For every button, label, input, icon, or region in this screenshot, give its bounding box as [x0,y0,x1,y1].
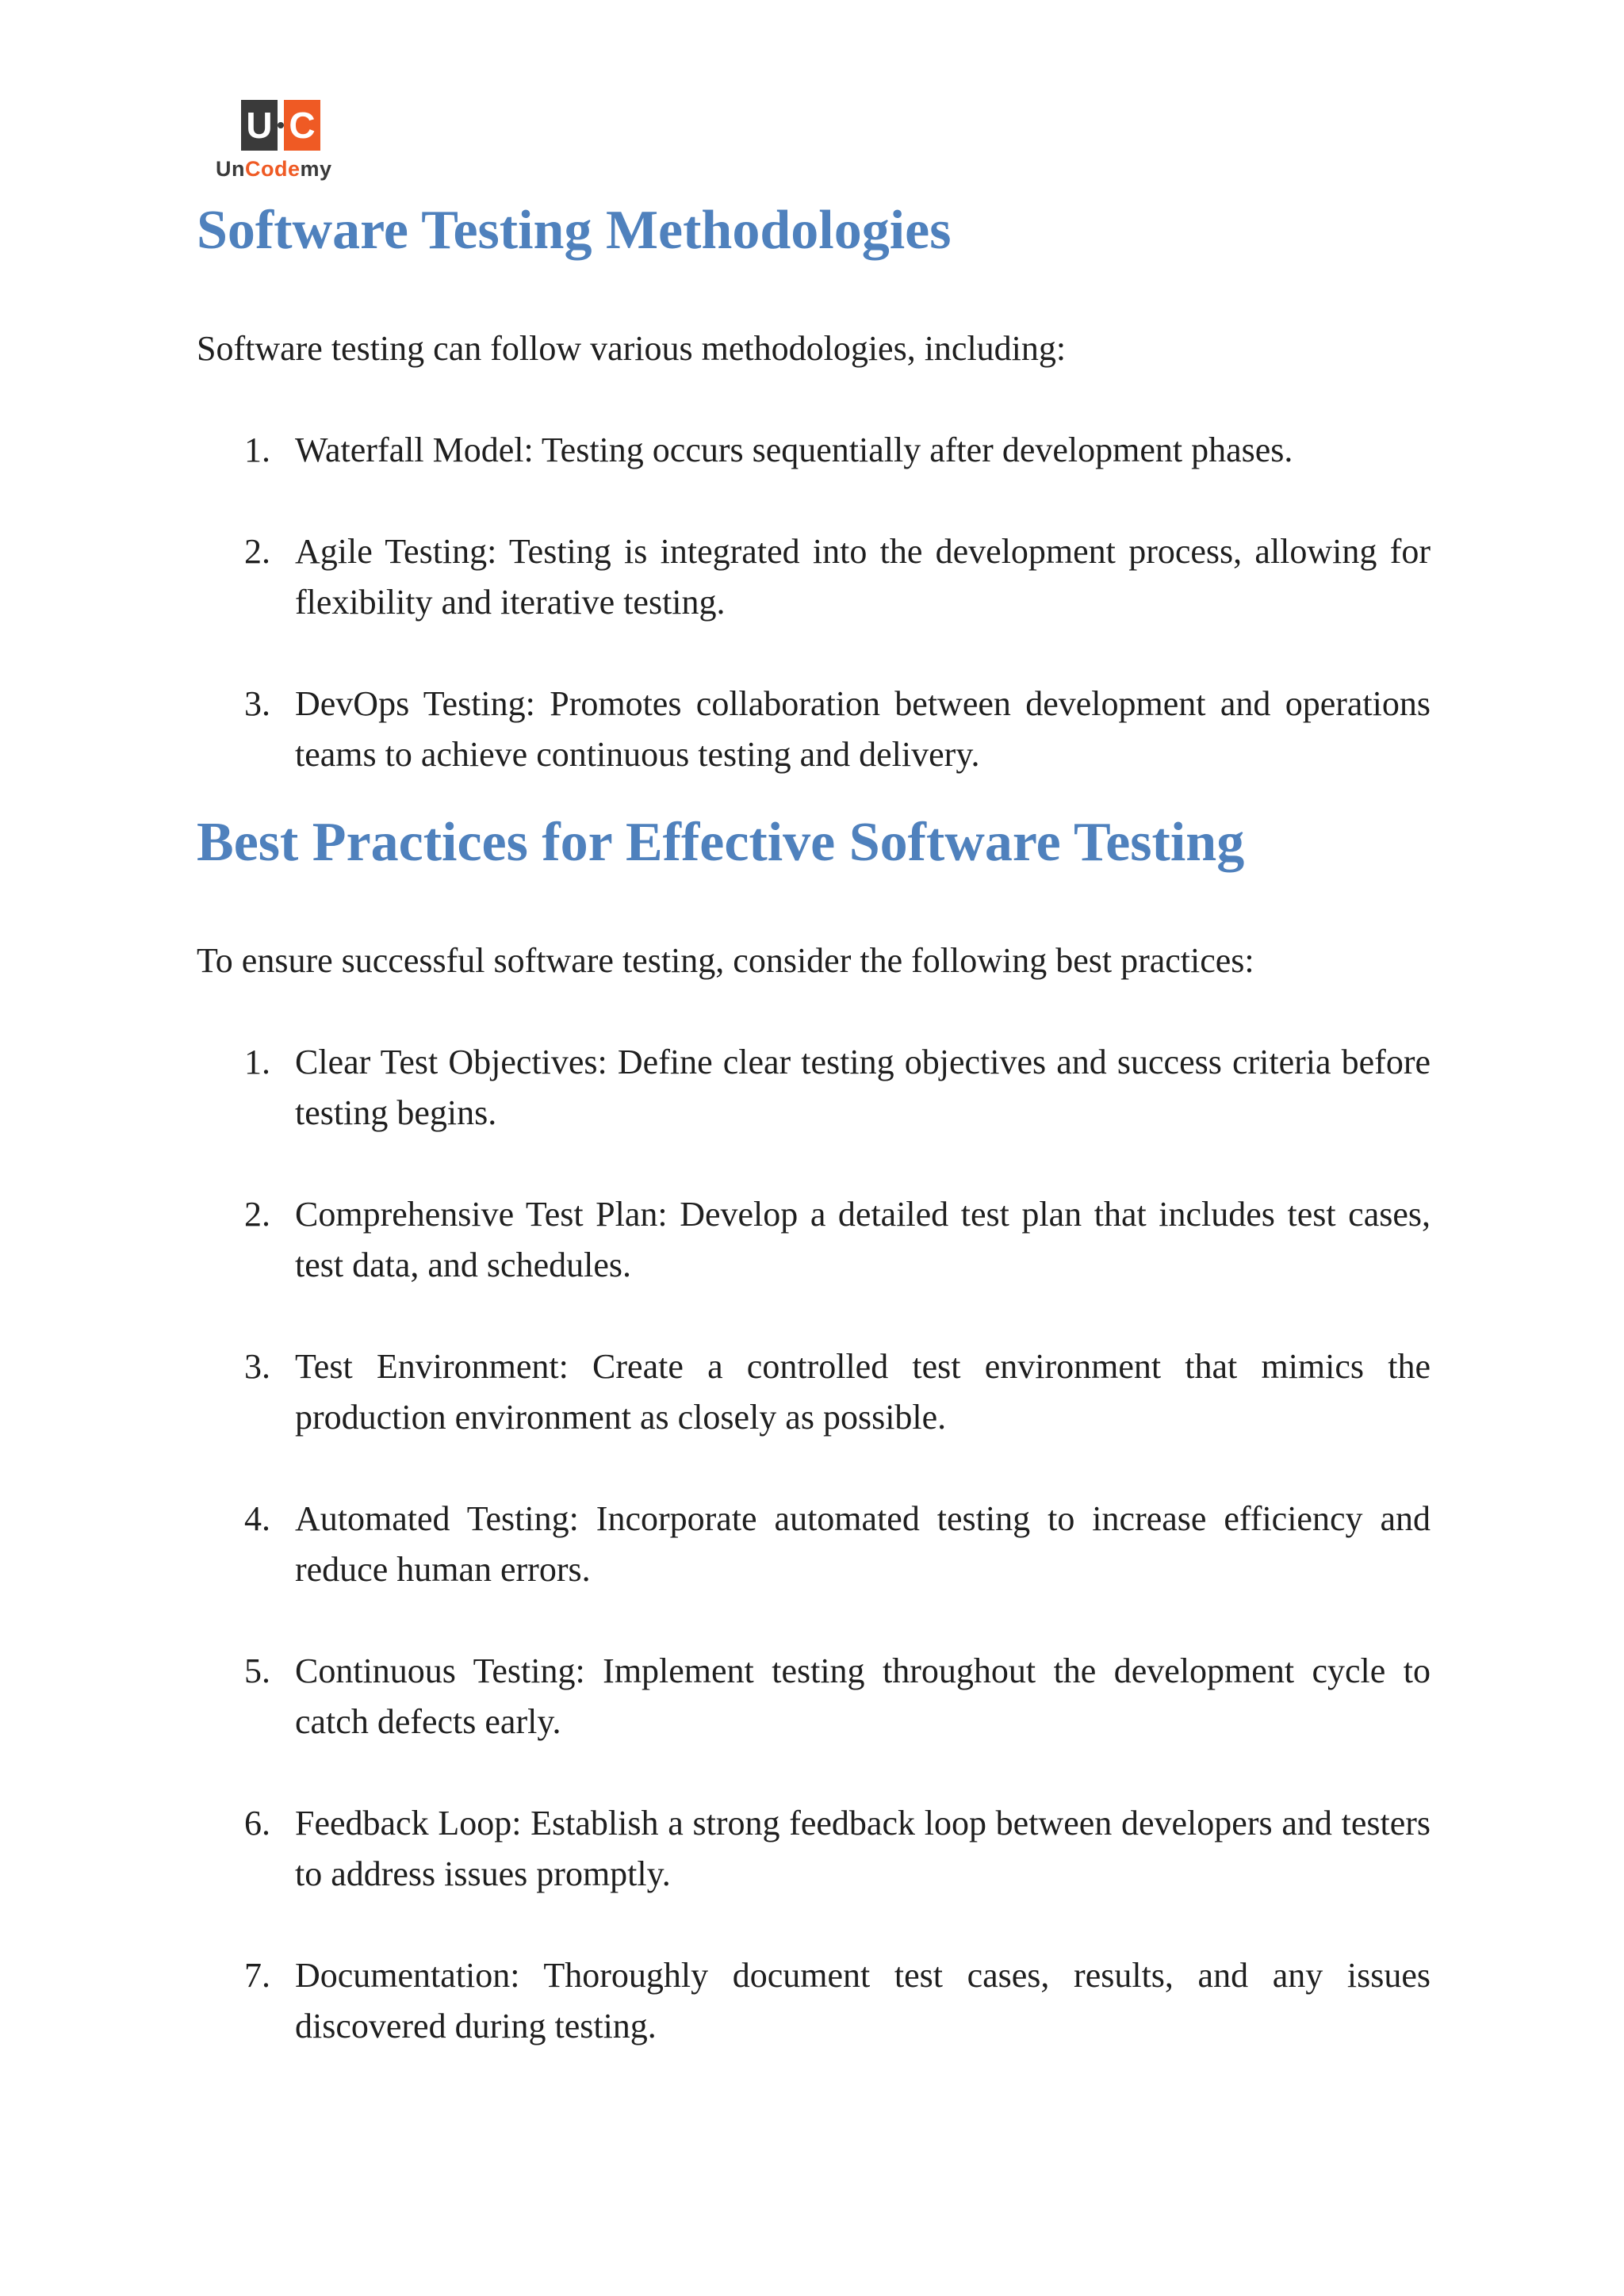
list-item-number: 1. [244,430,270,469]
list-item-text: Documentation: Thoroughly document test cases, results, and any issues discovered during testing. [295,1956,1431,2045]
list-item-text: Feedback Loop: Establish a strong feedback loop between developers and testers to address issues promptly. [295,1804,1431,1893]
list-item-number: 2. [244,1195,270,1234]
list-item-number: 3. [244,684,270,723]
list-item-text: Automated Testing: Incorporate automated testing to increase efficiency and reduce human errors. [295,1499,1431,1589]
list-item-text: Clear Test Objectives: Define clear testing objectives and success criteria before testing begins. [295,1043,1431,1132]
logo-word-part-1: Un [216,157,245,181]
logo-mark-icon [241,100,320,151]
list-item-text: Comprehensive Test Plan: Develop a detailed test plan that includes test cases, test data, and schedules. [295,1195,1431,1284]
section-intro-best-practices: To ensure successful software testing, consider the following best practices: [197,941,1254,980]
list-item-text: Waterfall Model: Testing occurs sequentially after development phases. [295,430,1293,469]
list-item-number: 5. [244,1651,270,1690]
section-title-methodologies: Software Testing Methodologies [197,200,952,261]
logo-word-part-2: Code [245,157,301,181]
list-item-number: 7. [244,1956,270,1995]
logo-letter-c: C [289,105,316,146]
list-item-text: Agile Testing: Testing is integrated into the development process, allowing for flexibility and iterative testing. [295,532,1431,622]
list-item-text: Test Environment: Create a controlled test environment that mimics the production environment as closely as possible. [295,1347,1431,1437]
list-item-number: 2. [244,532,270,571]
logo-letter-u: U [246,105,273,146]
uncodemy-logo [216,100,350,187]
list-item-number: 1. [244,1043,270,1081]
section-intro-methodologies: Software testing can follow various methodologies, including: [197,329,1067,368]
list-item-number: 4. [244,1499,270,1538]
list-item-text: Continuous Testing: Implement testing throughout the development cycle to catch defects early. [295,1651,1431,1741]
list-item-text: DevOps Testing: Promotes collaboration between development and operations teams to achieve continuous testing and delivery. [295,684,1431,774]
section-title-best-practices: Best Practices for Effective Software Testing [197,812,1245,873]
list-item-number: 6. [244,1804,270,1843]
list-item-number: 3. [244,1347,270,1386]
logo-wordmark [216,157,332,182]
logo-word-part-3: my [300,157,332,181]
